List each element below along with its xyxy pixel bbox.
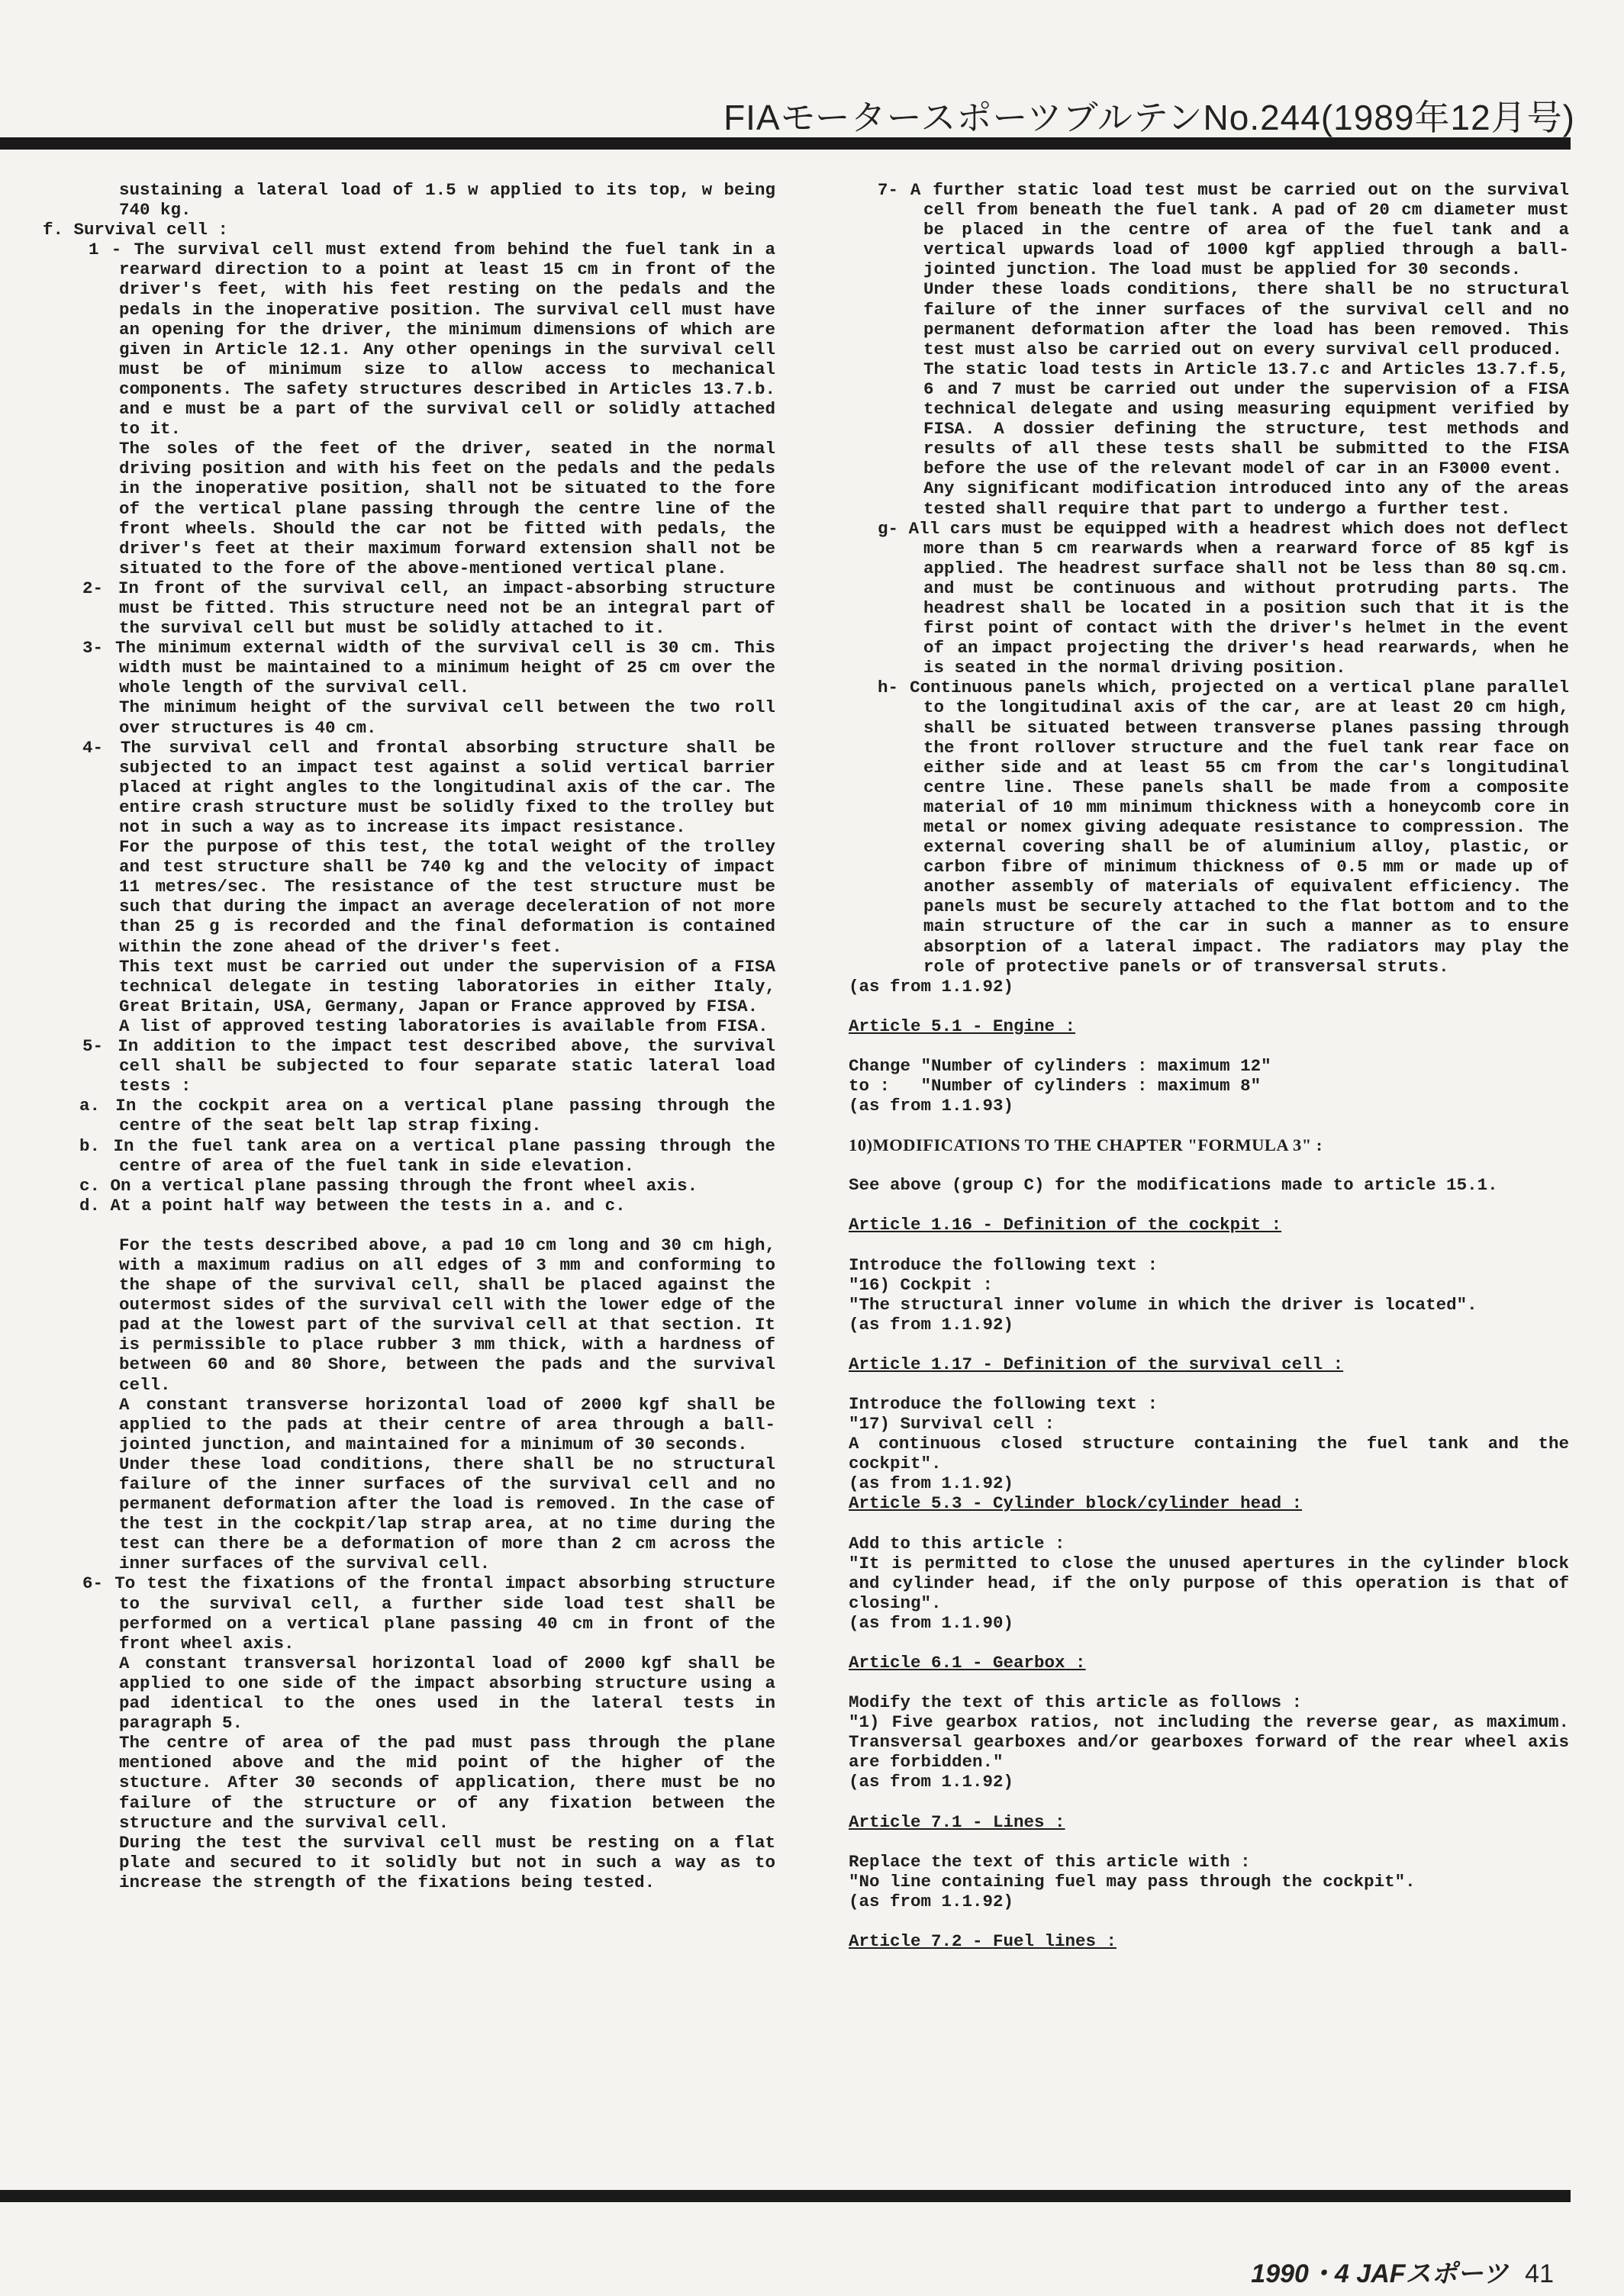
spacer [849, 1235, 1569, 1255]
page-footer [1251, 2253, 1554, 2290]
spacer [849, 1673, 1569, 1692]
text-line: Introduce the following text : [849, 1254, 1158, 1275]
left-column [43, 180, 775, 1892]
paragraph: For the tests described above, a pad 10 cm long and 30 cm high, with a maximum radius on all edges of 3 mm and conforming to the shape of the survival cell, shall be placed against the outermost sides of the survival cell with the lower edge of the pad at the lowest part of the survival cell at that section. It is permissible to place rubber 3 mm thick, with a hardness of between 60 and 80 Shore, between the pads and the survival cell. [119, 1235, 775, 1395]
article-heading: Article 1.16 - Definition of the cockpit : [849, 1215, 1282, 1235]
section-heading: 10)MODIFICATIONS TO THE CHAPTER "FORMULA 3" : [849, 1135, 1323, 1155]
effective-date: (as from 1.1.93) [849, 1096, 1014, 1116]
bulletin-header-title: FIAモータースポーツブルテンNo.244(1989年12月号) [723, 98, 1575, 137]
spacer [849, 1792, 1569, 1812]
text-line: Change "Number of cylinders : maximum 12" [849, 1055, 1271, 1076]
text-line: Add to this article : [849, 1533, 1065, 1554]
effective-date: (as from 1.1.92) [849, 1891, 1014, 1911]
paragraph: Under these load conditions, there shall be no structural failure of the inner surfaces of the survival cell and no permanent deformation after the load is removed. In the case of the test in the cockpit/lap strap area, at no time during the test can there be a deformation of more than 2 cm across the inner surfaces of the survival cell. [119, 1454, 775, 1574]
paragraph: The static load tests in Article 13.7.c and Articles 13.7.f.5, 6 and 7 must be carried out under the supervision of a FISA technical delegate and using measuring equipment verified by FISA. A dossier defining the structure, test methods and results of all these tests shall be submitted to the FISA before the use of the relevant model of car in an F3000 event. [923, 359, 1569, 479]
article-heading: Article 7.2 - Fuel lines : [849, 1931, 1117, 1951]
numbered-paragraph: 3- The minimum external width of the survival cell is 30 cm. This width must be maintained to a minimum height of 25 cm over the whole length of the survival cell. [82, 638, 775, 698]
numbered-paragraph: 2- In front of the survival cell, an impact-absorbing structure must be fitted. This structure need not be an integral part of the survival cell but must be solidly attached to it. [82, 578, 775, 639]
paragraph: A constant transverse horizontal load of 2000 kgf shall be applied to the pads at their centre of area through a ball-jointed junction, and maintained for a minimum of 30 seconds. [119, 1394, 775, 1454]
paragraph: A continuous closed structure containing the fuel tank and the cockpit". [849, 1434, 1569, 1474]
numbered-paragraph: 4- The survival cell and frontal absorbing structure shall be subjected to an impact test against a solid vertical barrier placed at right angles to the longitudinal axis of the car. The entire crash structure must be solidly fixed to the trolley but not in such a way as to increase its impact resistance. [82, 737, 775, 837]
section-heading: f. Survival cell : [43, 220, 229, 240]
paragraph: A list of approved testing laboratories is available from FISA. [119, 1016, 768, 1036]
spacer [849, 1116, 1569, 1135]
article-heading: Article 6.1 - Gearbox : [849, 1653, 1086, 1673]
footer-rule [0, 2190, 1571, 2202]
spacer [849, 1155, 1569, 1175]
paragraph: The centre of area of the pad must pass through the plane mentioned above and the mid point of the higher of the stucture. After 30 seconds of application, there must be no failure of the structure or of any fixation between the structure and the survival cell. [119, 1733, 775, 1833]
text-line: "16) Cockpit : [849, 1274, 994, 1295]
spacer [849, 1335, 1569, 1354]
text-line: Introduce the following text : [849, 1393, 1158, 1414]
paragraph: "It is permitted to close the unused apertures in the cylinder block and cylinder head, if the only purpose of this operation is that of closing". [849, 1553, 1569, 1613]
text-line: "No line containing fuel may pass through the cockpit". [849, 1871, 1416, 1892]
page-number: 41 [1525, 2259, 1554, 2288]
spacer [849, 1832, 1569, 1852]
effective-date: (as from 1.1.92) [849, 976, 1014, 997]
paragraph: A constant transversal horizontal load of 2000 kgf shall be applied to one side of the impact absorbing structure using a pad identical to the ones used in the lateral tests in paragraph 5. [119, 1653, 775, 1734]
lettered-item: a. In the cockpit area on a vertical plane passing through the centre of the seat belt lap strap fixing. [79, 1096, 775, 1136]
paragraph: "1) Five gearbox ratios, not including the reverse gear, as maximum. Transversal gearboxes and/or gearboxes forward of the rear wheel axis are forbidden." [849, 1712, 1569, 1773]
paragraph: During the test the survival cell must be resting on a flat plate and secured to it solidly but not in such a way as to increase the strength of the fixations being tested. [119, 1832, 775, 1892]
article-heading: Article 5.1 - Engine : [849, 1016, 1076, 1036]
numbered-paragraph: 5- In addition to the impact test described above, the survival cell shall be subjected to four separate static lateral load tests : [82, 1036, 775, 1096]
paragraph: For the purpose of this test, the total weight of the trolley and test structure shall be 740 kg and the velocity of impact 11 metres/sec. The resistance of the test structure must be such that during the impact an average deceleration of not more than 25 g is recorded and the final deformation is contained within the zone ahead of the driver's feet. [119, 837, 775, 957]
spacer [849, 1911, 1569, 1931]
lettered-item: d. At a point half way between the tests in a. and c. [79, 1195, 626, 1216]
article-heading: Article 1.17 - Definition of the survival cell : [849, 1354, 1344, 1374]
effective-date: (as from 1.1.92) [849, 1772, 1014, 1792]
spacer [849, 1036, 1569, 1056]
numbered-paragraph: 6- To test the fixations of the frontal impact absorbing structure to the survival cell, a further side load test shall be performed on a vertical plane passing 40 cm in front of the front wheel axis. [82, 1573, 775, 1654]
paragraph: This text must be carried out under the supervision of a FISA technical delegate in testing laboratories in either Italy, Great Britain, USA, Germany, Japan or France approved by FISA. [119, 956, 775, 1016]
spacer [43, 1216, 775, 1235]
effective-date: (as from 1.1.92) [849, 1473, 1014, 1494]
paragraph: The minimum height of the survival cell between the two roll over structures is 40 cm. [119, 697, 775, 738]
spacer [849, 1514, 1569, 1534]
numbered-paragraph: 1 - The survival cell must extend from behind the fuel tank in a rearward direction to a point at least 15 cm in front of the driver's feet, with his feet resting on the pedals and the pedals in the inoperative position. The survival cell must have an opening for the driver, the minimum dimensions of which are given in Article 12.1. Any other openings in the survival cell must be of minimum size to allow access to mechanical components. The safety structures described in Articles 13.7.b. and e must be a part of the survival cell or solidly attached to it. [89, 240, 775, 440]
spacer [849, 1195, 1569, 1215]
text-line: "17) Survival cell : [849, 1414, 1055, 1435]
numbered-paragraph: 7- A further static load test must be carried out on the survival cell from beneath the fuel tank. A pad of 20 cm diameter must be placed in the centre of area of the fuel tank and a vertical upwards load of 1000 kgf applied through a ball-jointed junction. The load must be applied for 30 seconds. [878, 180, 1569, 280]
article-heading: Article 5.3 - Cylinder block/cylinder head : [849, 1493, 1303, 1514]
lettered-item: h- Continuous panels which, projected on a vertical plane parallel to the longitudinal axis of the car, are at least 20 cm high, shall be situated between transverse planes passing through the front rollover structure and the fuel tank rear face on either side and at least 55 cm from the car's longitudinal centre line. These panels shall be made from a composite material of 10 mm minimum thickness with a honeycomb core in metal or nomex giving adequate resistance to compression. The external covering shall be of aluminium alloy, plastic, or carbon fibre of minimum thickness of 0.5 mm or made up of another assembly of materials of equivalent efficiency. The panels must be securely attached to the flat bottom and to the main structure of the car in such a manner as to ensure absorption of a lateral impact. The radiators may play the role of protective panels or of transversal struts. [878, 678, 1569, 977]
effective-date: (as from 1.1.90) [849, 1612, 1014, 1633]
right-column [849, 180, 1569, 1951]
text-line: to : "Number of cylinders : maximum 8" [849, 1076, 1262, 1096]
paragraph: Under these loads conditions, there shall be no structural failure of the inner surfaces of the survival cell and no permanent deformation after the load has been removed. This test must also be carried out on every survival cell produced. [923, 279, 1569, 359]
spacer [849, 1633, 1569, 1653]
effective-date: (as from 1.1.92) [849, 1314, 1014, 1335]
header-rule [0, 137, 1571, 150]
spacer [849, 1374, 1569, 1394]
paragraph: "The structural inner volume in which the driver is located". [849, 1294, 1477, 1315]
lettered-item: b. In the fuel tank area on a vertical plane passing through the centre of area of the fuel tank in side elevation. [79, 1135, 775, 1176]
text-line: Replace the text of this article with : [849, 1851, 1251, 1872]
issue-label: 1990・4 JAFスポーツ [1251, 2259, 1509, 2288]
text-line: Modify the text of this article as follows : [849, 1692, 1303, 1713]
lettered-item: g- All cars must be equipped with a headrest which does not deflect more than 5 cm rearwards when a rearward force of 85 kgf is applied. The headrest surface shall not be less than 80 sq.cm. and must be continuous and without protruding parts. The headrest shall be located in a position such that it is the first point of contact with the driver's helmet in the event of an impact projecting the driver's head rearwards, when he is seated in the normal driving position. [878, 518, 1569, 678]
paragraph: See above (group C) for the modifications made to article 15.1. [849, 1175, 1498, 1196]
lettered-item: c. On a vertical plane passing through the front wheel axis. [79, 1175, 698, 1196]
paragraph: The soles of the feet of the driver, seated in the normal driving position and with his feet on the pedals and the pedals in the inoperative position, shall not be situated to the fore of the vertical plane passing through the centre line of the front wheels. Should the car not be fitted with pedals, the driver's feet at their maximum forward extension shall not be situated to the fore of the above-mentioned vertical plane. [119, 439, 775, 578]
spacer [849, 997, 1569, 1016]
paragraph: Any significant modification introduced into any of the areas tested shall require that part to undergo a further test. [923, 478, 1569, 519]
paragraph: sustaining a lateral load of 1.5 w applied to its top, w being 740 kg. [119, 180, 775, 221]
article-heading: Article 7.1 - Lines : [849, 1811, 1065, 1832]
